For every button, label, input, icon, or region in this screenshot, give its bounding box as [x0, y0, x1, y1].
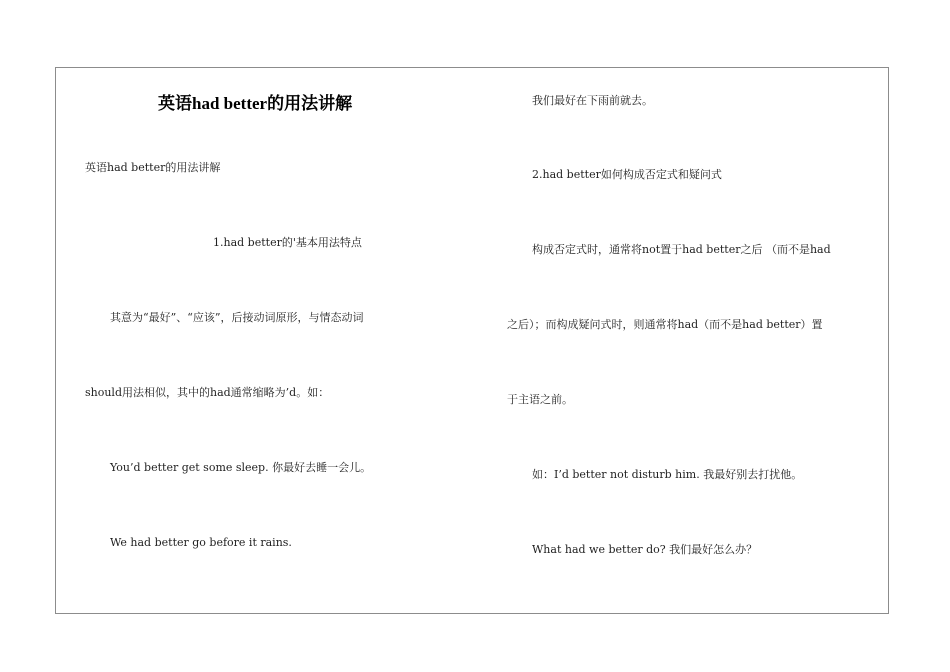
left-line-1: 英语had better的用法讲解 [85, 161, 221, 174]
right-line-1: 我们最好在下雨前就去。 [532, 94, 653, 107]
document-title: 英语had better的用法讲解 [158, 94, 353, 113]
left-line-4: should用法相似，其中的had通常缩略为’d。如： [85, 386, 330, 399]
right-line-2: 2.had better如何构成否定式和疑问式 [532, 168, 722, 181]
left-line-2: 1.had better的'基本用法特点 [213, 236, 362, 249]
right-line-7: What had we better do? 我们最好怎么办？ [532, 543, 758, 556]
right-line-4: 之后）；而构成疑问式时，则通常将had（而不是had better）置 [507, 318, 823, 331]
right-line-5: 于主语之前。 [507, 393, 573, 406]
page-frame [55, 67, 889, 614]
right-line-3: 构成否定式时，通常将not置于had better之后 （而不是had [532, 243, 831, 256]
left-line-5: You’d better get some sleep. 你最好去睡一会儿。 [110, 461, 372, 474]
right-line-6: 如：I’d better not disturb him. 我最好别去打扰他。 [532, 468, 803, 481]
left-line-3: 其意为“最好”、“应该”，后接动词原形，与情态动词 [110, 311, 364, 324]
left-line-6: We had better go before it rains. [110, 536, 292, 549]
